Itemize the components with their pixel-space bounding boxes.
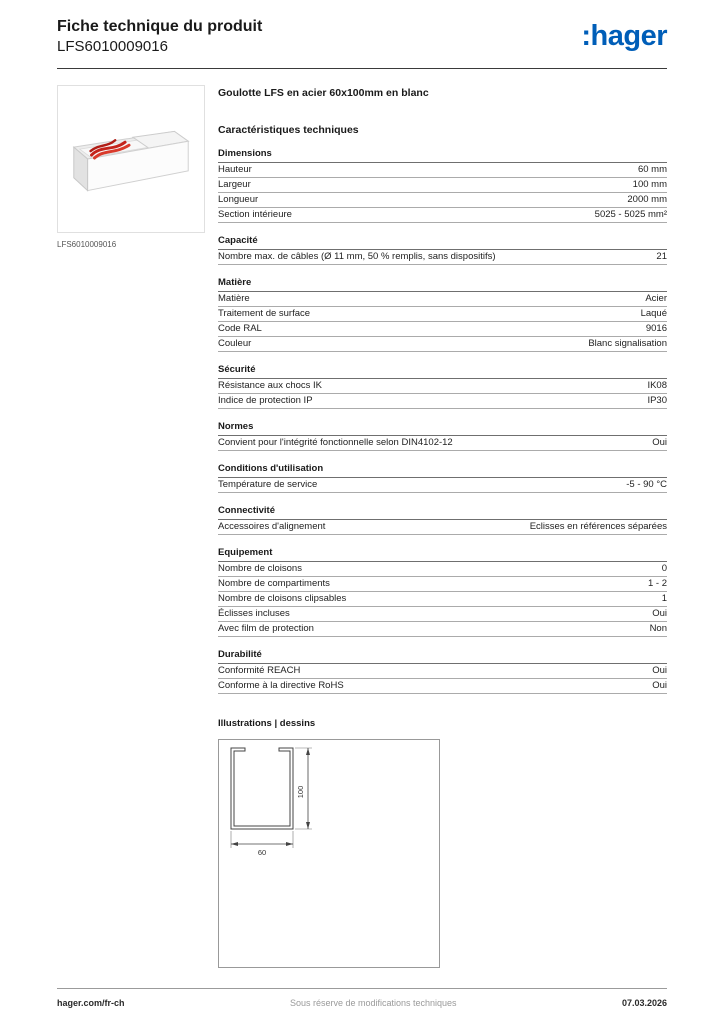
spec-row [218,250,667,265]
footer [57,988,667,1008]
spec-row [218,178,667,193]
section-rows [218,664,667,694]
spec-section [218,235,667,265]
spec-value: Oui [652,437,667,449]
spec-label: Nombre max. de câbles (Ø 11 mm, 50 % remplis, sans dispositifs) [218,251,496,263]
page-title: Fiche technique du produit [57,18,263,35]
spec-row [218,520,667,535]
section-rows [218,379,667,409]
spec-value: Oui [652,680,667,692]
spec-row [218,337,667,352]
product-name: Goulotte LFS en acier 60x100mm en blanc [218,87,429,100]
spec-row [218,208,667,223]
illustrations-title: Illustrations | dessins [218,718,316,730]
spec-label: Éclisses incluses [218,608,290,620]
spec-value: IK08 [647,380,667,392]
section-title: Capacité [218,235,667,250]
spec-value: 21 [656,251,667,263]
spec-label: Résistance aux chocs IK [218,380,323,392]
footer-date: 07.03.2026 [621,998,667,1008]
spec-row [218,607,667,622]
spec-label: Code RAL [218,323,262,335]
spec-value: Eclisses en références séparées [529,521,667,533]
section-rows [218,163,667,223]
section-title: Durabilité [218,649,667,664]
spec-label: Nombre de cloisons clipsables [218,593,347,605]
spec-row [218,679,667,694]
spec-row [218,562,667,577]
section-title: Connectivité [218,505,667,520]
spec-label: Conformité REACH [218,665,301,677]
spec-section [218,505,667,535]
header [57,0,667,69]
spec-section [218,463,667,493]
cross-section-drawing [219,740,439,967]
spec-label: Nombre de cloisons [218,563,302,575]
spec-label: Hauteur [218,164,252,176]
section-title: Normes [218,421,667,436]
footer-website: hager.com/fr-ch [57,998,125,1008]
section-title: Sécurité [218,364,667,379]
spec-label: Largeur [218,179,251,191]
spec-label: Longueur [218,194,259,206]
spec-row [218,436,667,451]
characteristics-title: Caractéristiques techniques [218,123,359,136]
footer-disclaimer: Sous réserve de modifications techniques [289,998,457,1008]
spec-value: 1 - 2 [647,578,667,590]
main-column [218,85,667,968]
spec-row [218,292,667,307]
spec-row [218,307,667,322]
spec-row [218,664,667,679]
product-image-caption: LFS6010009016 [57,240,117,250]
spec-label: Convient pour l'intégrité fonctionnelle selon DIN4102-12 [218,437,453,449]
section-title: Matière [218,277,667,292]
left-column [57,85,205,968]
section-rows [218,478,667,493]
section-title: Conditions d'utilisation [218,463,667,478]
spec-label: Indice de protection IP [218,395,313,407]
spec-label: Conforme à la directive RoHS [218,680,344,692]
spec-label: Section intérieure [218,209,292,221]
spec-label: Accessoires d'alignement [218,521,326,533]
spec-value: Oui [652,665,667,677]
section-rows [218,250,667,265]
spec-section [218,649,667,694]
spec-value: Acier [645,293,667,305]
spec-label: Nombre de compartiments [218,578,330,590]
spec-value: 2000 mm [627,194,667,206]
section-rows [218,562,667,637]
spec-label: Température de service [218,479,318,491]
spec-row [218,622,667,637]
drawing-dim-width: 60 [257,847,267,857]
spec-value: Laqué [640,308,667,320]
spec-row [218,577,667,592]
spec-section [218,547,667,637]
spec-section [218,421,667,451]
header-titles [57,17,262,56]
spec-section [218,364,667,409]
spec-row [218,163,667,178]
spec-row [218,322,667,337]
section-rows [218,292,667,352]
spec-value: Oui [652,608,667,620]
section-title: Dimensions [218,148,667,163]
spec-label: Couleur [218,338,252,350]
drawing-dim-height: 100 [296,785,305,799]
spec-label: Traitement de surface [218,308,311,320]
spec-value: 9016 [645,323,667,335]
spec-label: Matière [218,293,250,305]
spec-value: -5 - 90 °C [626,479,667,491]
spec-row [218,394,667,409]
spec-value: 5025 - 5025 mm² [594,209,667,221]
product-photo-drawing [58,86,204,232]
section-rows [218,436,667,451]
spec-value: 60 mm [637,164,667,176]
section-rows [218,520,667,535]
content [57,85,667,968]
spec-sections [218,148,667,694]
product-code: LFS6010009016 [57,38,168,56]
spec-section [218,148,667,223]
hager-logo: :hager [581,20,667,52]
spec-value: 100 mm [632,179,667,191]
spec-value: 1 [661,593,667,605]
spec-row [218,592,667,607]
section-title: Equipement [218,547,667,562]
spec-row [218,478,667,493]
technical-drawing [218,739,440,968]
spec-section [218,277,667,352]
spec-value: Non [649,623,667,635]
spec-value: Blanc signalisation [588,338,667,350]
spec-row [218,379,667,394]
spec-value: IP30 [647,395,667,407]
product-image [57,85,205,233]
spec-label: Avec film de protection [218,623,314,635]
spec-row [218,193,667,208]
spec-value: 0 [661,563,667,575]
